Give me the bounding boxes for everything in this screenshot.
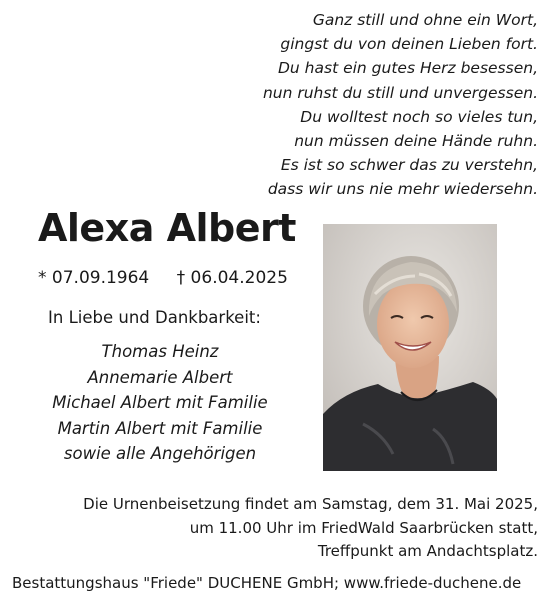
- mourner-name: sowie alle Angehörigen: [63, 444, 257, 463]
- notice-line: Die Urnenbeisetzung findet am Samstag, dem 31. Mai 2025,: [83, 495, 538, 513]
- poem-line: nun müssen deine Hände ruhn.: [294, 132, 538, 151]
- poem-line: Du wolltest noch so vieles tun,: [300, 107, 538, 126]
- mourner-name: Michael Albert mit Familie: [52, 393, 268, 412]
- poem-line: nun ruhst du still und unvergessen.: [262, 83, 538, 102]
- mourners-intro: In Liebe und Dankbarkeit:: [48, 308, 261, 327]
- funeral-home-footer: Bestattungshaus "Friede" DUCHENE GmbH; www.friede-duchene.de: [12, 574, 522, 592]
- poem-line: dass wir uns nie mehr wiedersehn.: [267, 180, 538, 199]
- mourner-name: Annemarie Albert: [87, 367, 233, 387]
- death-date: † 06.04.2025: [176, 268, 288, 288]
- deceased-name: Alexa Albert: [38, 206, 296, 250]
- mourner-name: Thomas Heinz: [101, 342, 219, 361]
- poem: [118, 8, 538, 202]
- poem-line: Es ist so schwer das zu verstehn,: [280, 156, 538, 175]
- mourners-list: [10, 339, 310, 467]
- life-dates: [38, 268, 288, 288]
- birth-date: * 07.09.1964: [38, 268, 150, 288]
- poem-line: Ganz still und ohne ein Wort,: [312, 11, 538, 29]
- burial-notice: [58, 493, 538, 564]
- notice-line: um 11.00 Uhr im FriedWald Saarbrücken statt,: [189, 518, 538, 537]
- portrait-photo: [323, 224, 497, 471]
- mourner-name: Martin Albert mit Familie: [57, 418, 263, 438]
- notice-line: Treffpunkt am Andachtsplatz.: [317, 542, 538, 560]
- poem-line: Du hast ein gutes Herz besessen,: [277, 59, 538, 78]
- portrait-illustration: [323, 224, 497, 471]
- poem-line: gingst du von deinen Lieben fort.: [280, 35, 538, 54]
